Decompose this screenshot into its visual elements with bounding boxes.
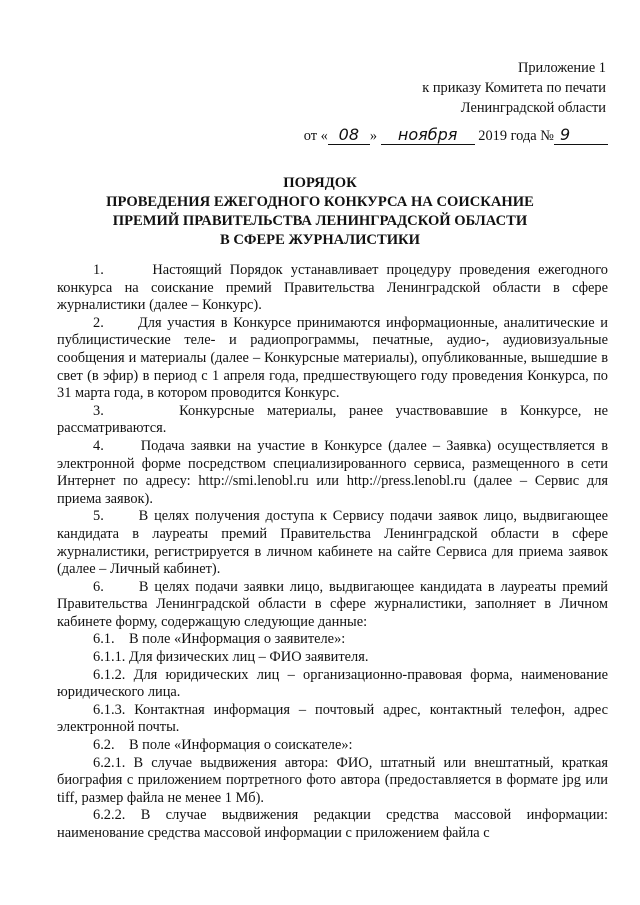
order-number-handwritten: 9 <box>554 126 608 145</box>
document-body <box>57 262 608 843</box>
paragraph-3: 3. Конкурсные материалы, ранее участвовавшие в Конкурсе, не рассматриваются. <box>57 402 608 437</box>
appendix-header <box>422 58 606 118</box>
paragraph-6-2-1: 6.2.1. В случае выдвижения автора: ФИО, штатный или внештатный, краткая биография с приложением портретного фото автора (предоставляется в формате jpg или tiff, размер файла не менее 1 Мб). <box>57 754 608 806</box>
date-day-handwritten: 08 <box>328 126 370 145</box>
title-line-2: ПРОВЕДЕНИЯ ЕЖЕГОДНОГО КОНКУРСА НА СОИСКАНИЕ <box>106 194 534 210</box>
date-month-handwritten: ноября <box>381 126 475 145</box>
order-dateline <box>304 126 608 145</box>
document-title <box>0 174 640 250</box>
paragraph-6-1-1: 6.1.1. Для физических лиц – ФИО заявителя. <box>93 649 369 666</box>
date-year-text: 2019 года № <box>478 128 554 144</box>
date-prefix: от « <box>303 128 328 144</box>
paragraph-6-2-2: 6.2.2. В случае выдвижения редакции средства массовой информации: наименование средства массовой информации с приложением файла с <box>57 807 608 841</box>
paragraph-6: 6. В целях подачи заявки лицо, выдвигающее кандидата в лауреаты премий Правительства Ленинградской области в сфере журналистики, заполняет в Личном кабинете форму, содержащую следующие данные: <box>57 578 608 630</box>
paragraph-6-2: 6.2. В поле «Информация о соискателе»: <box>93 737 353 754</box>
paragraph-4: 4. Подача заявки на участие в Конкурсе (далее – Заявка) осуществляется в электронной форме посредством специализированного сервиса, размещенного в сети Интернет по адресу: http://smi.lenobl.ru или http://press.lenobl.ru (далее – Сервис для приема заявок). <box>57 437 608 507</box>
paragraph-5: 5. В целях получения доступа к Сервису подачи заявок лицо, выдвигающее кандидата в лауреаты премий Правительства Ленинградской области в сфере журналистики, регистрируется в личном кабинете на сайте Сервиса для приема заявок (далее – Личный кабинет). <box>57 508 608 578</box>
appendix-line-2: к приказу Комитета по печати <box>422 80 606 96</box>
appendix-line-1: Приложение 1 <box>517 60 606 76</box>
title-line-1: ПОРЯДОК <box>283 175 357 191</box>
appendix-line-3: Ленинградской области <box>460 100 606 116</box>
paragraph-1: 1. Настоящий Порядок устанавливает процедуру проведения ежегодного конкурса на соискание премий Правительства Ленинградской области в сфере журналистики (далее – Конкурс). <box>57 262 608 314</box>
paragraph-2: 2. Для участия в Конкурсе принимаются информационные, аналитические и публицистические теле- и радиопрограммы, печатные, аудио-, аудиовизуальные сообщения и материалы (далее – Конкурсные материалы), опубликованные, вышедшие в свет (в эфир) в период с 1 апреля года, предшествующего году проведения Конкурса, по 31 марта года, в котором проводится Конкурс. <box>57 314 608 402</box>
title-line-4: В СФЕРЕ ЖУРНАЛИСТИКИ <box>219 232 420 248</box>
paragraph-6-1-3: 6.1.3. Контактная информация – почтовый адрес, контактный телефон, адрес электронной почты. <box>57 701 608 736</box>
date-close-quote: » <box>369 128 378 144</box>
title-line-3: ПРЕМИЙ ПРАВИТЕЛЬСТВА ЛЕНИНГРАДСКОЙ ОБЛАСТИ <box>112 213 528 229</box>
paragraph-6-1-2: 6.1.2. Для юридических лиц – организационно-правовая форма, наименование юридического лица. <box>57 666 608 701</box>
paragraph-6-1: 6.1. В поле «Информация о заявителе»: <box>93 631 346 648</box>
